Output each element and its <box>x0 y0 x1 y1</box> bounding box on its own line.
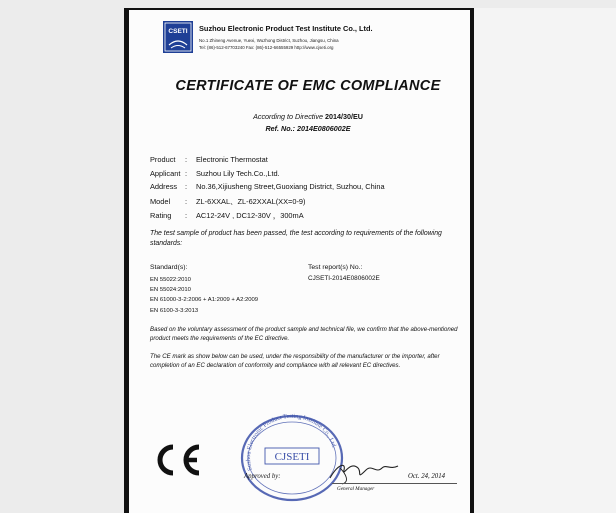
field-value: ZL-6XXAL、ZL-62XXAL(XX=0-9) <box>196 197 306 206</box>
field-model: Model : ZL-6XXAL、ZL-62XXAL(XX=0-9) <box>150 197 306 206</box>
field-label: Model <box>150 197 171 206</box>
reference-number: Ref. No.: 2014E0806002E <box>265 124 351 133</box>
field-value: AC12-24V , DC12-30V ，300mA <box>196 211 304 220</box>
field-address: Address : No.36,Xijiusheng Street,Guoxiang District, Suzhou, China <box>150 182 385 191</box>
field-label: Product <box>150 155 176 164</box>
field-label: Applicant <box>150 169 181 178</box>
standard-item: EN 55022:2010 <box>150 277 191 283</box>
ce-usage-paragraph: The CE mark as show below can be used, under the responsibility of the manufacturer or the importer, after completion of an EC declaration of conformity and compliance with all relevant EC directives. <box>150 353 440 370</box>
field-value: Electronic Thermostat <box>196 155 268 164</box>
directive-line <box>0 112 616 121</box>
test-statement: The test sample of product has been passed, the test according to requirements of the following standards: <box>150 230 442 247</box>
approved-by-label: Approved by: <box>244 473 281 480</box>
ce-mark-icon <box>154 442 208 478</box>
field-value: Suzhou Lily Tech.Co.,Ltd. <box>196 169 280 178</box>
signer-role: General Manager <box>337 486 375 492</box>
directive-prefix: According to Directive <box>253 112 323 121</box>
seal-ring-text: Suzhou Electronic Product Testing Institute Co., Ltd. <box>244 412 338 472</box>
institute-name: Suzhou Electronic Product Test Institute Co., Ltd. <box>199 24 373 33</box>
institute-address: No.1 Zhineng Avenue, Yuexi, Wuzhong District, Suzhou, Jiangsu, China <box>199 38 339 43</box>
certificate-title: CERTIFICATE OF EMC COMPLIANCE <box>175 78 441 94</box>
field-applicant: Applicant : Suzhou Lily Tech.Co.,Ltd. <box>150 169 280 178</box>
approval-date: Oct. 24, 2014 <box>408 473 446 480</box>
field-value: No.36,Xijiusheng Street,Guoxiang District, Suzhou, China <box>196 182 385 191</box>
cseti-logo <box>163 21 193 53</box>
field-label: Address <box>150 182 178 191</box>
standard-item: EN 61000-3-2:2006 + A1:2009 + A2:2009 <box>150 297 259 303</box>
field-product: Product : Electronic Thermostat <box>150 155 268 164</box>
institute-contact: Tel: (86)-512-67703240 Fax: (86)-512-66555929 http://www.cjseti.org <box>199 45 334 50</box>
signature <box>320 456 410 486</box>
standards-header: Standard(s): <box>150 264 188 271</box>
directive-number: 2014/30/EU <box>324 112 363 121</box>
signature-line <box>332 483 457 484</box>
logo-text: CSETI <box>168 28 188 35</box>
standard-item: EN 55024:2010 <box>150 287 191 293</box>
seal-center-text: CJSETI <box>274 451 310 463</box>
report-item: CJSETI-2014E0806002E <box>308 275 380 282</box>
assessment-paragraph: Based on the voluntary assessment of the product sample and technical file, we confirm that the above-mentioned product meets the requirements of the EC directive. <box>150 326 458 343</box>
field-rating: Rating : AC12-24V , DC12-30V ，300mA <box>150 211 304 220</box>
field-label: Rating <box>150 211 172 220</box>
reports-header: Test report(s) No.: <box>308 264 363 271</box>
standard-item: EN 6100-3-3:2013 <box>150 308 199 314</box>
